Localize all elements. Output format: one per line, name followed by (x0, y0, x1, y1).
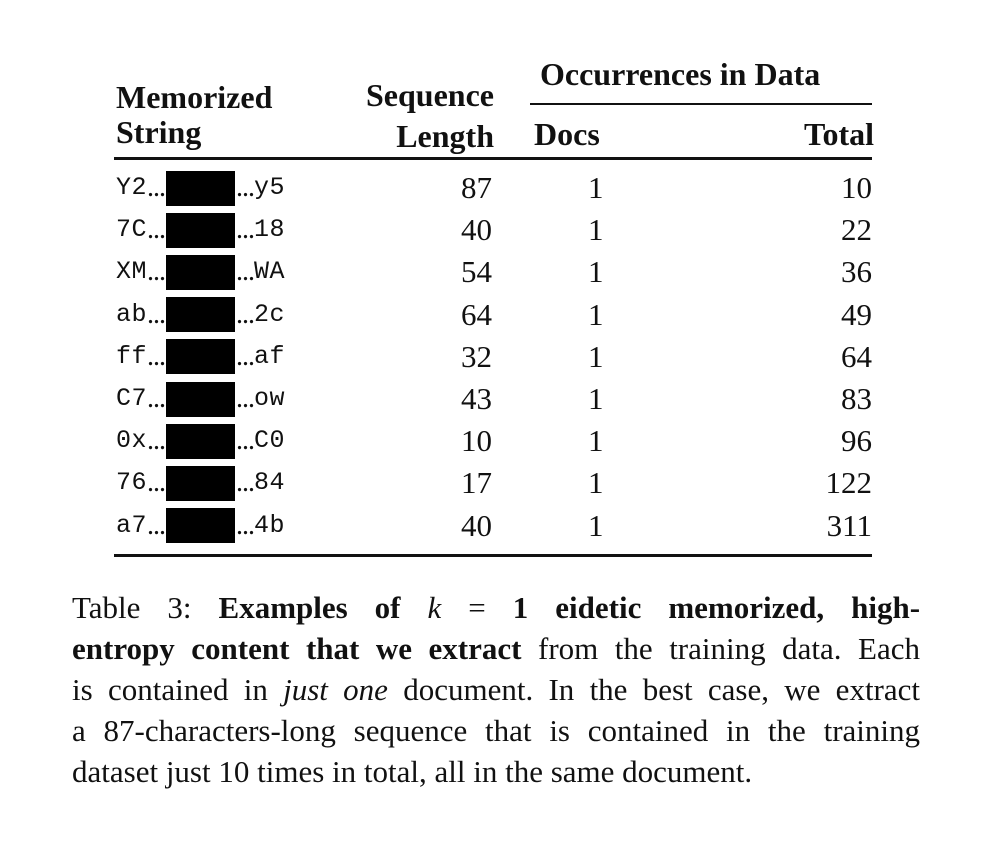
string-suffix: 2c (254, 299, 286, 329)
memorized-string-cell (116, 294, 285, 336)
memorized-string-cell (116, 505, 285, 547)
caption-text-d: a 87-characters-long sequence that is contained in the training (72, 713, 920, 748)
memorized-string-cell (116, 378, 285, 420)
sequence-length-cell: 40 (461, 507, 492, 543)
table-row (114, 167, 872, 209)
sequence-length-cell: 54 (461, 254, 492, 290)
docs-cell: 1 (588, 381, 604, 416)
header-memorized-string-line1: Memorized (116, 79, 273, 115)
string-prefix: XM (116, 257, 148, 287)
string-prefix: ab (116, 299, 148, 329)
memorized-string-cell (116, 462, 285, 504)
sequence-length-cell: 64 (461, 296, 492, 332)
caption-text-a: from the training data. Each (538, 631, 921, 666)
caption-text-e: dataset just 10 times in total, all in the same document. (72, 754, 753, 789)
memorized-string-cell (116, 251, 285, 293)
table-row (114, 251, 872, 293)
redaction-bar (166, 213, 235, 248)
sequence-length-cell: 10 (461, 423, 492, 459)
sequence-length-cell: 87 (461, 170, 492, 205)
ellipsis: ... (236, 467, 255, 499)
docs-cell: 1 (588, 170, 604, 205)
redaction-bar (166, 508, 235, 543)
ellipsis: ... (147, 340, 166, 372)
redaction-bar (166, 339, 235, 374)
docs-cell: 1 (588, 338, 604, 374)
ellipsis: ... (236, 256, 255, 288)
ellipsis: ... (236, 383, 255, 414)
table-row (114, 209, 872, 251)
caption-bold-c: entropy content that we extract (72, 631, 522, 666)
string-suffix: WA (254, 257, 286, 287)
ellipsis: ... (236, 425, 255, 457)
header-occurrences-group: Occurrences in Data (540, 56, 821, 92)
caption-line-3 (72, 669, 920, 710)
ellipsis: ... (147, 214, 166, 246)
total-cell: 96 (841, 423, 872, 459)
table-row (114, 462, 872, 504)
caption-line-2 (72, 628, 920, 669)
table-caption (72, 587, 920, 792)
redaction-bar (166, 424, 235, 459)
string-suffix: y5 (254, 173, 286, 202)
caption-line-4 (72, 710, 920, 751)
ellipsis: ... (236, 340, 255, 372)
total-cell: 49 (841, 296, 872, 332)
string-prefix: 0x (116, 426, 148, 456)
string-suffix: C0 (254, 426, 286, 456)
docs-cell: 1 (588, 423, 604, 459)
total-cell: 122 (825, 465, 872, 501)
table-row (114, 420, 872, 462)
memorized-strings-table (114, 58, 872, 558)
header-memorized-string-line2: String (116, 114, 202, 150)
ellipsis: ... (147, 425, 166, 457)
table-row (114, 505, 872, 547)
table-row (114, 378, 872, 420)
total-cell: 22 (841, 212, 872, 248)
docs-cell: 1 (588, 212, 604, 248)
ellipsis: ... (147, 467, 166, 499)
caption-bold-a: Examples of (218, 590, 401, 625)
table-row (114, 336, 872, 378)
ellipsis: ... (147, 172, 166, 203)
string-prefix: Y2 (116, 173, 148, 202)
caption-line-5 (72, 751, 920, 792)
caption-equals: = (468, 590, 486, 625)
ellipsis: ... (147, 509, 166, 541)
table-row (114, 294, 872, 336)
sequence-length-cell: 40 (461, 212, 492, 248)
docs-cell: 1 (588, 465, 604, 501)
total-cell: 311 (826, 507, 872, 543)
ellipsis: ... (147, 298, 166, 330)
table-bottom-rule (114, 554, 872, 557)
memorized-string-cell (116, 420, 285, 462)
memorized-string-cell (116, 336, 285, 378)
ellipsis: ... (236, 214, 255, 246)
total-cell: 64 (841, 338, 872, 374)
header-sequence-length-line1: Sequence (366, 77, 494, 113)
redaction-bar (166, 466, 235, 501)
sequence-length-cell: 17 (461, 465, 492, 501)
string-prefix: 76 (116, 468, 148, 498)
caption-text-c: document. In the best case, we extract (403, 672, 921, 707)
string-suffix: 18 (254, 215, 286, 245)
total-cell: 36 (841, 254, 872, 290)
total-cell: 10 (841, 170, 872, 205)
caption-text-b: is contained in (72, 672, 268, 707)
header-total: Total (804, 116, 874, 152)
string-suffix: af (254, 341, 286, 371)
redaction-bar (166, 255, 235, 290)
sequence-length-cell: 43 (461, 381, 492, 416)
header-docs: Docs (534, 116, 600, 152)
ellipsis: ... (236, 509, 255, 541)
ellipsis: ... (147, 383, 166, 414)
caption-k-value: 1 (512, 590, 529, 625)
caption-line-1 (72, 587, 920, 628)
caption-label: Table 3: (72, 590, 192, 625)
string-suffix: 4b (254, 510, 286, 540)
docs-cell: 1 (588, 254, 604, 290)
memorized-string-cell (116, 167, 285, 209)
string-suffix: 84 (254, 468, 286, 498)
header-bottom-rule (114, 157, 872, 160)
string-prefix: C7 (116, 384, 148, 413)
string-prefix: 7C (116, 215, 148, 245)
memorized-string-cell (116, 209, 285, 251)
redaction-bar (166, 297, 235, 332)
group-header-rule (530, 103, 872, 105)
ellipsis: ... (236, 172, 255, 203)
redaction-bar (166, 171, 235, 206)
string-prefix: ff (116, 341, 148, 371)
sequence-length-cell: 32 (461, 338, 492, 374)
docs-cell: 1 (588, 296, 604, 332)
caption-k-variable: k (427, 590, 442, 625)
ellipsis: ... (147, 256, 166, 288)
string-suffix: ow (254, 384, 286, 413)
ellipsis: ... (236, 298, 255, 330)
caption-bold-b: eidetic memorized, high- (555, 590, 921, 625)
header-sequence-length-line2: Length (396, 118, 494, 154)
caption-italic-a: just one (283, 672, 388, 707)
docs-cell: 1 (588, 507, 604, 543)
total-cell: 83 (841, 381, 872, 416)
string-prefix: a7 (116, 510, 148, 540)
redaction-bar (166, 382, 235, 417)
